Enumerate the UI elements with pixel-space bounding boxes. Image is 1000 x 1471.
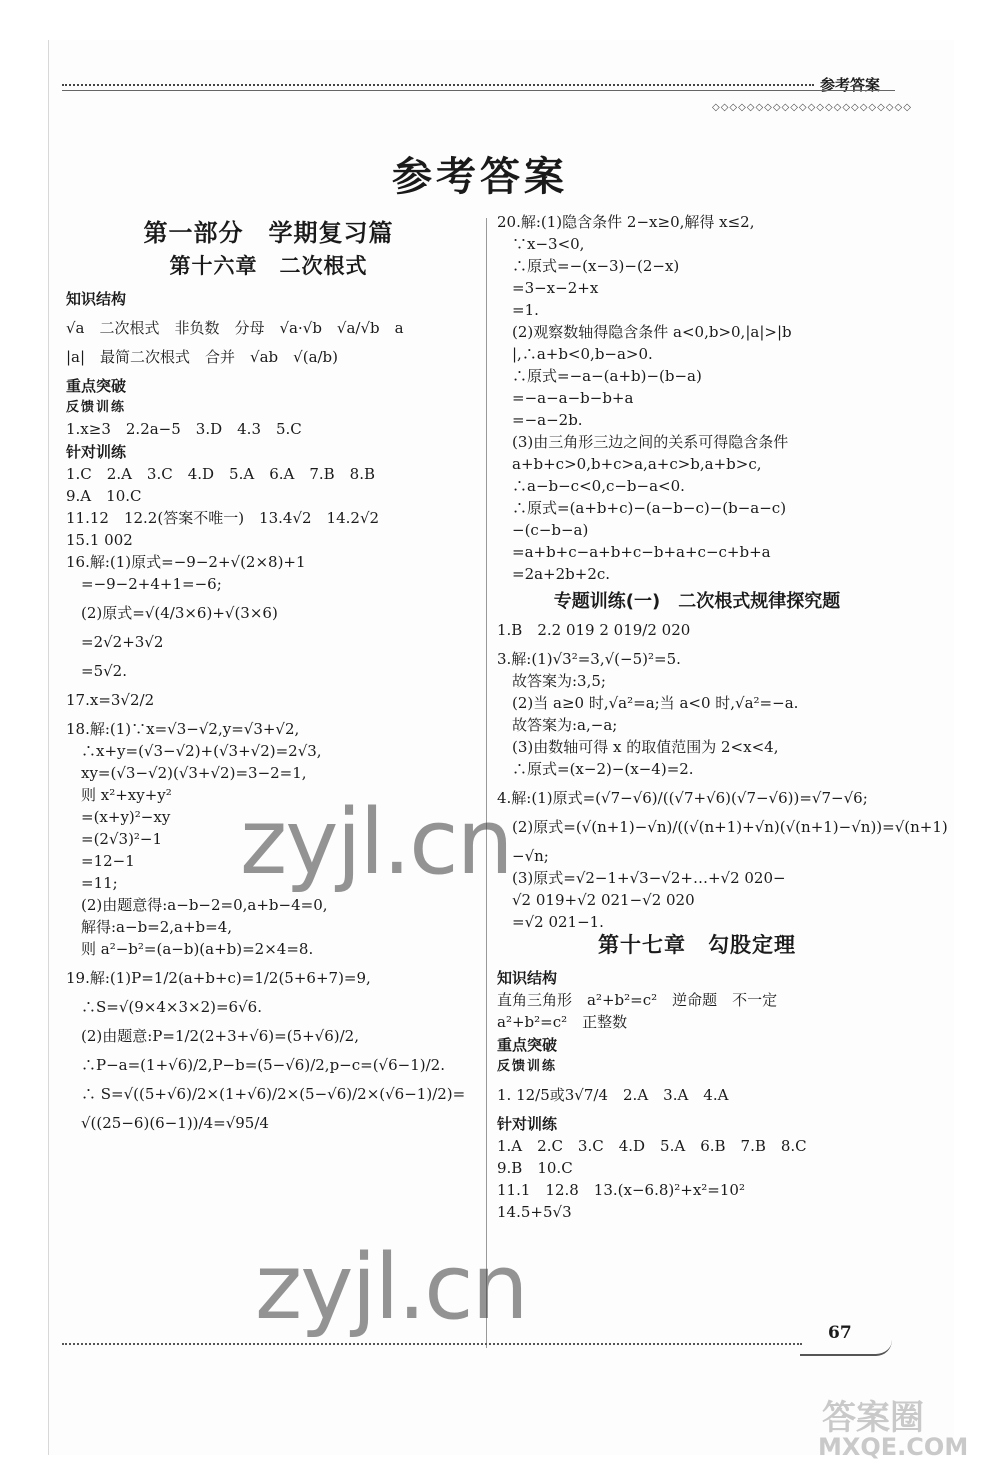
q19-line: √((25−6)(6−1))/4=√95/4 [66, 1114, 269, 1132]
knowledge-line-1: √a 二次根式 非负数 分母 √a·√b √a/√b a [66, 319, 404, 337]
section-targeted: 针对训练 [66, 443, 127, 461]
q18-line: =11; [66, 874, 118, 892]
topic-line: ∴原式=(x−2)−(x−4)=2. [497, 760, 694, 778]
header-label: 参考答案 [820, 76, 881, 94]
q18-line: 则 a²−b²=(a−b)(a+b)=2×4=8. [66, 940, 314, 958]
header-rule [62, 84, 814, 86]
site-logo: 答案圈 [822, 1398, 924, 1438]
subsection-feedback: 反馈训练 [66, 400, 127, 415]
q19-line: ∴P−a=(1+√6)/2,P−b=(5−√6)/2,p−c=(√6−1)/2. [66, 1056, 445, 1074]
q16-line: =5√2. [66, 662, 127, 680]
q20-line: (2)观察数轴得隐含条件 a<0,b>0,|a|>|b [497, 323, 792, 341]
topic-line: (2)当 a≥0 时,√a²=a;当 a<0 时,√a²=−a. [497, 694, 799, 712]
q20-line: ∴原式=−(x−3)−(2−x) [497, 257, 680, 275]
watermark-bottom: zyjl.cn [255, 1235, 527, 1340]
knowledge-line-2: a²+b²=c² 正整数 [497, 1013, 628, 1031]
q20-line: ∵x−3<0, [497, 235, 585, 253]
q20-line: =a+b+c−a+b+c−b+a+c−c+b+a [497, 543, 771, 561]
q16-line: =−9−2+4+1=−6; [66, 575, 222, 593]
q19-line: ∴ S=√((5+√6)/2×(1+√6)/2×(5−√6)/2×(√6−1)/2)= [66, 1085, 466, 1103]
q18-line: xy=(√3−√2)(√3+√2)=3−2=1, [66, 764, 307, 782]
topic-line: 4.解:(1)原式=(√7−√6)/((√7+√6)(√7−√6))=√7−√6; [497, 789, 868, 807]
q16-line: 16.解:(1)原式=−9−2+√(2×8)+1 [66, 553, 306, 571]
footer-rule [62, 1343, 802, 1345]
part-heading: 第一部分 学期复习篇 [143, 219, 394, 247]
q20-line: 20.解:(1)隐含条件 2−x≥0,解得 x≤2, [497, 213, 755, 231]
knowledge-line-1: 直角三角形 a²+b²=c² 逆命题 不一定 [497, 991, 778, 1009]
right-column [497, 210, 948, 1225]
q18-line: =(2√3)²−1 [66, 830, 163, 848]
chapter-16-heading: 第十六章 二次根式 [169, 254, 368, 278]
site-logo-url: MXQE.COM [818, 1433, 969, 1461]
topic-line: (3)原式=√2−1+√3−√2+…+√2 020− [497, 869, 786, 887]
section-key-points: 重点突破 [66, 377, 127, 395]
q18-line: 18.解:(1)∵x=√3−√2,y=√3+√2, [66, 720, 300, 738]
watermark-top: zyjl.cn [240, 790, 512, 895]
chapter-17-heading: 第十七章 勾股定理 [598, 933, 796, 957]
column-divider [486, 218, 487, 1348]
q20-line: ∴原式=(a+b+c)−(a−b−c)−(b−a−c) [497, 499, 787, 517]
page-number: 67 [828, 1323, 852, 1343]
subsection-feedback: 反馈训练 [497, 1059, 558, 1074]
q20-line: ∴原式=−a−(a+b)−(b−a) [497, 367, 702, 385]
section-knowledge-structure: 知识结构 [497, 969, 558, 987]
topic-line: 故答案为:3,5; [497, 672, 606, 690]
q18-line: =(x+y)²−xy [66, 808, 171, 826]
q16-line: (2)原式=√(4/3×6)+√(3×6) [66, 604, 278, 622]
topic-line: √2 019+√2 021−√2 020 [497, 891, 695, 909]
topic-line: (3)由数轴可得 x 的取值范围为 2<x<4, [497, 738, 779, 756]
topic-line: 3.解:(1)√3²=3,√(−5)²=5. [497, 650, 681, 668]
header-underline [62, 90, 895, 91]
section-key-points: 重点突破 [497, 1036, 558, 1054]
feedback-answers: 1. 12/5或3√7/4 2.A 3.A 4.A [497, 1086, 729, 1104]
topic-heading: 专题训练(一) 二次根式规律探究题 [553, 591, 841, 612]
q19-line: 19.解:(1)P=1/2(a+b+c)=1/2(5+6+7)=9, [66, 969, 371, 987]
targeted-line-2: 9.B 10.C [497, 1159, 573, 1177]
topic-line: −√n; [497, 847, 549, 865]
feedback-answers: 1.x≥3 2.2a−5 3.D 4.3 5.C [66, 420, 302, 438]
q18-line: =12−1 [66, 852, 135, 870]
q20-line: |,∴a+b<0,b−a>0. [497, 345, 653, 363]
q20-line: −(c−b−a) [497, 521, 589, 539]
q18-line: ∴x+y=(√3−√2)+(√3+√2)=2√3, [66, 742, 322, 760]
targeted-line-1: 1.C 2.A 3.C 4.D 5.A 6.A 7.B 8.B [66, 465, 376, 483]
q16-line: =2√2+3√2 [66, 633, 164, 651]
q20-line: (3)由三角形三边之间的关系可得隐含条件 [497, 433, 789, 451]
targeted-line-3: 11.1 12.8 13.(x−6.8)²+x²=10² [497, 1181, 745, 1199]
knowledge-line-2: |a| 最简二次根式 合并 √ab √(a/b) [66, 348, 339, 366]
topic-line: 1.B 2.2 019 2 019/2 020 [497, 621, 691, 639]
topic-line: (2)原式=(√(n+1)−√n)/((√(n+1)+√n)(√(n+1)−√n))=√(n+1) [497, 818, 948, 836]
targeted-line-4: 15.1 002 [66, 531, 133, 549]
left-column [66, 218, 471, 1143]
q20-line: =−a−a−b−b+a [497, 389, 634, 407]
q18-line: (2)由题意得:a−b−2=0,a+b−4=0, [66, 896, 328, 914]
q19-line: ∴S=√(9×4×3×2)=6√6. [66, 998, 262, 1016]
q20-line: =2a+2b+2c. [497, 565, 611, 583]
q18-line: 则 x²+xy+y² [66, 786, 172, 804]
q20-line: =3−x−2+x [497, 279, 599, 297]
q17-line: 17.x=3√2/2 [66, 691, 155, 709]
topic-line: =√2 021−1. [497, 913, 604, 931]
targeted-line-2: 9.A 10.C [66, 487, 142, 505]
section-knowledge-structure: 知识结构 [66, 290, 127, 308]
page-title: 参考答案 [392, 154, 568, 200]
targeted-line-1: 1.A 2.C 3.C 4.D 5.A 6.B 7.B 8.C [497, 1137, 807, 1155]
q20-line: =−a−2b. [497, 411, 583, 429]
targeted-line-3: 11.12 12.2(答案不唯一) 13.4√2 14.2√2 [66, 509, 380, 527]
q20-line: =1. [497, 301, 539, 319]
q20-line: ∴a−b−c<0,c−b−a<0. [497, 477, 685, 495]
header-dots: ◇◇◇◇◇◇◇◇◇◇◇◇◇◇◇◇◇◇◇◇◇◇◇ [712, 102, 912, 113]
section-targeted: 针对训练 [497, 1115, 558, 1133]
q20-line: a+b+c>0,b+c>a,a+c>b,a+b>c, [497, 455, 762, 473]
q19-line: (2)由题意:P=1/2(2+3+√6)=(5+√6)/2, [66, 1027, 359, 1045]
targeted-line-4: 14.5+5√3 [497, 1203, 572, 1221]
topic-line: 故答案为:a,−a; [497, 716, 618, 734]
q18-line: 解得:a−b=2,a+b=4, [66, 918, 233, 936]
